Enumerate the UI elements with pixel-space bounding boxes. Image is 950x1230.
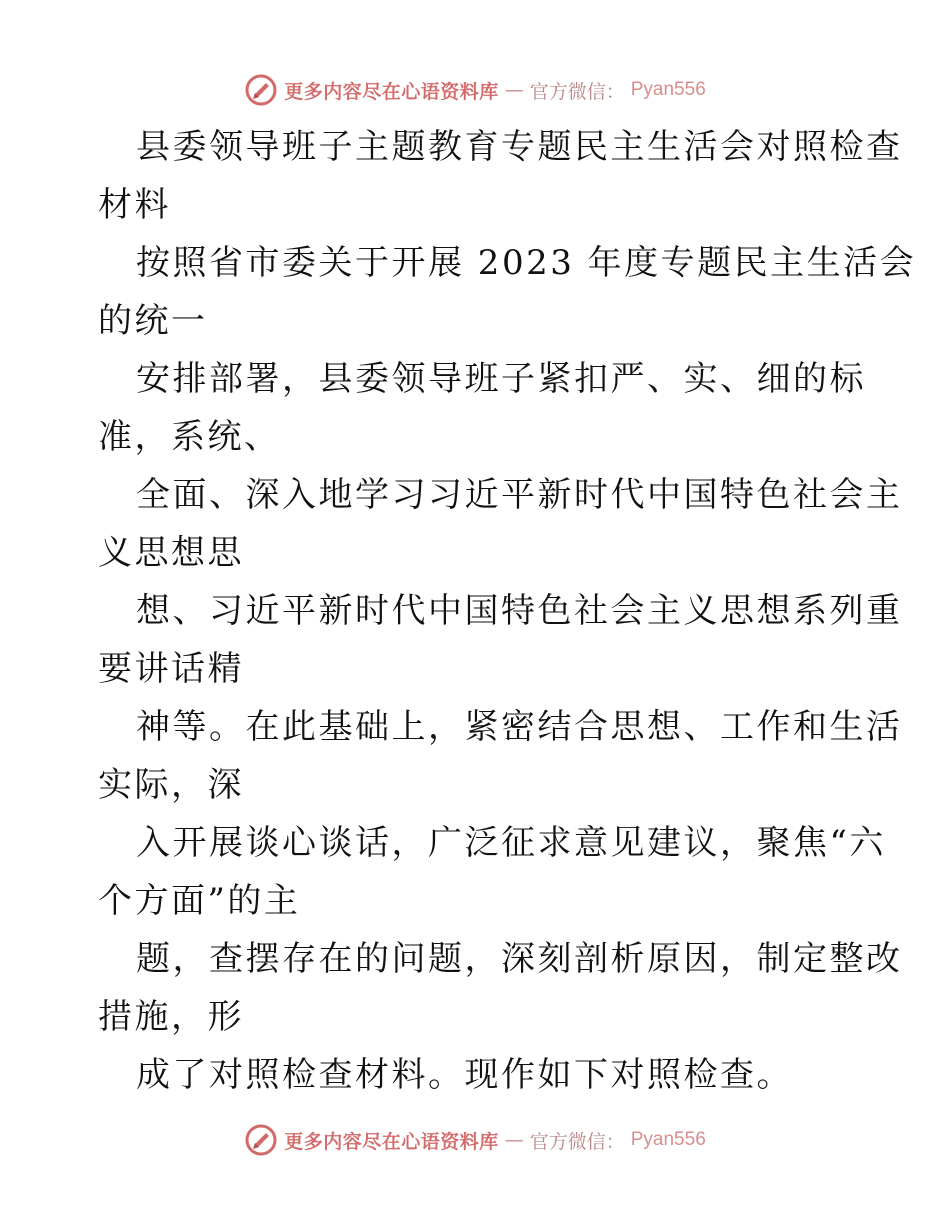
- brand-logo-icon: [244, 73, 278, 107]
- text-line: 入开展谈心谈话，广泛征求意见建议，聚焦“六: [136, 823, 886, 863]
- brand-logo-icon: [244, 1123, 278, 1157]
- watermark-account-id: Pyan556: [630, 79, 706, 100]
- watermark-separator: —: [504, 1129, 524, 1151]
- text-line: 神等。在此基础上，紧密结合思想、工作和生活: [136, 707, 903, 747]
- watermark-main-text: 更多内容尽在心语资料库: [284, 80, 499, 103]
- text-line: 县委领导班子主题教育专题民主生活会对照检查: [136, 127, 903, 167]
- text-line: 个方面”的主: [98, 881, 301, 921]
- text-line: 实际，深: [98, 765, 244, 805]
- text-line: 准，系统、: [98, 417, 281, 457]
- text-line: 材料: [98, 185, 171, 225]
- watermark-official-label: 官方微信：: [529, 80, 625, 103]
- text-line: 的统一: [98, 301, 208, 341]
- watermark-footer: [0, 1120, 950, 1160]
- text-line: 要讲话精: [98, 649, 244, 689]
- watermark-account-id: Pyan556: [630, 1129, 706, 1150]
- watermark-official-label: 官方微信：: [529, 1130, 625, 1153]
- watermark-header: [0, 70, 950, 110]
- text-line: 全面、深入地学习习近平新时代中国特色社会主: [136, 475, 903, 515]
- watermark-separator: —: [504, 79, 524, 101]
- text-line: 措施，形: [98, 997, 244, 1037]
- watermark-main-text: 更多内容尽在心语资料库: [284, 1130, 499, 1153]
- text-line: 题，查摆存在的问题，深刻剖析原因，制定整改: [136, 939, 903, 979]
- document-body: [98, 118, 917, 1104]
- text-line: 义思想思: [98, 533, 244, 573]
- text-line: 按照省市委关于开展 2023 年度专题民主生活会: [136, 243, 917, 283]
- text-line: 安排部署，县委领导班子紧扣严、实、细的标: [136, 359, 866, 399]
- text-line: 成了对照检查材料。现作如下对照检查。: [136, 1055, 793, 1095]
- text-line: 想、习近平新时代中国特色社会主义思想系列重: [136, 591, 903, 631]
